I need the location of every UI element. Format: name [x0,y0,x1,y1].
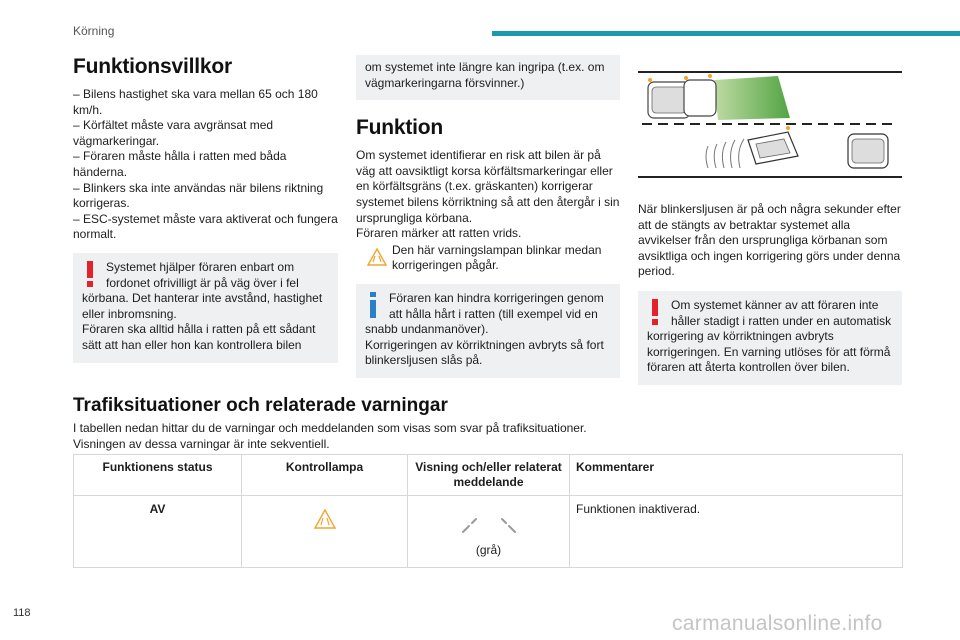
alert-note-text: körbana. Det hanterar inte avstånd, hastighet eller inbromsning. [82,291,323,321]
lane-warning-lamp-icon [313,508,337,530]
function-title: Funktion [356,116,444,140]
conditions-list [73,87,338,243]
function-column [356,55,620,378]
condition-item: – Körfältet måste vara avgränsat med vägmarkeringar. [73,118,274,148]
conditions-title: Funktionsvillkor [73,55,232,78]
alert-note-text: Föraren ska alltid hålla i ratten på ett sådant sätt att han eller hon kan kontrollera bilen [82,322,316,352]
traffic-intro-line: Visningen av dessa varningar är inte sekventiell. [73,436,330,451]
comment-cell: Funktionen inaktiverad. [570,496,903,568]
table-header-row [74,455,903,496]
header-accent-bar [492,31,960,36]
watermark: carmanualsonline.info [672,612,883,635]
info-note-text: Föraren kan hindra korrigeringen genom att hålla hårt i ratten (till exempel vid en [389,290,604,321]
lane-keeping-illustration [638,60,902,184]
lane-illustration-graphic [638,60,902,184]
blinker-paragraph: När blinkersljusen är på och några sekunder efter att de stängts av betraktar systemet alla avvikelser från den ursprungliga körbanan som avsiktliga och ingen korrigering görs under denna period. [638,202,901,279]
alert-note-text: Om systemet känner av att föraren inte håller stadigt i ratten under en automatisk [671,297,892,328]
lane-warning-lamp-icon [366,247,388,267]
traffic-title: Trafiksituationer och relaterade varningar [73,395,448,416]
traffic-intro-line: I tabellen nedan hittar du de varningar och meddelanden som visas som svar på trafiksituationer. [73,421,587,435]
condition-item: – ESC-systemet måste vara aktiverat och fungera normalt. [73,211,338,242]
lane-lines-grey-icon [457,512,521,534]
page-number: 118 [13,607,31,619]
status-cell: AV [74,496,242,568]
info-note-text: snabb undanmanöver). [365,322,489,337]
info-note [356,284,620,378]
table-header: Funktionens status [74,455,242,496]
info-icon [366,291,380,319]
function-paragraph: Om systemet identifierar en risk att bilen är på väg att oavsiktligt korsa körfältsmarkeringar eller en körfältsgräns (t.ex. gräskanten) korrigerar systemet bilens körriktning så att den återgår i sin ursprungliga körbana. [356,148,620,225]
warning-lamp-text: Den här varningslampan blinkar medan korrigeringen pågår. [392,242,602,273]
continued-note: om systemet inte längre kan ingripa (t.ex. om vägmarkeringarna försvinner.) [356,55,620,100]
display-cell [408,496,570,568]
table-header: Visning och/eller relaterat meddelande [408,455,570,496]
condition-item: – Föraren måste hålla i ratten med båda händerna. [73,149,287,179]
warnings-table [73,454,903,568]
info-note-text: Korrigeringen av körriktningen avbryts så fort blinkersljusen slås på. [365,337,604,368]
alert-note [638,291,902,385]
conditions-column [73,55,338,363]
exclamation-icon [648,298,662,326]
table-header: Kommentarer [570,455,903,496]
display-caption: (grå) [475,543,502,557]
section-label: Körning [73,24,115,38]
function-paragraph: Föraren märker att ratten vrids. [356,226,522,241]
alert-note-text: Systemet hjälper föraren enbart om fordonet ofrivilligt är på väg över i fel [106,259,299,290]
exclamation-icon [83,260,97,288]
alert-note-text: korrigering av körriktningen avbryts korrigeringen. En varning utlöses för att förmå föraren att återta kontrollen över bilen. [647,329,891,375]
table-row [74,496,903,568]
condition-item: – Bilens hastighet ska vara mellan 65 och 180 km/h. [73,87,318,117]
warning-lamp-row [356,243,620,274]
lamp-cell [242,496,408,568]
table-header: Kontrollampa [242,455,408,496]
behavior-column [638,55,902,385]
condition-item: – Blinkers ska inte användas när bilens riktning korrigeras. [73,180,324,211]
alert-note [73,253,338,363]
traffic-intro [73,421,903,452]
